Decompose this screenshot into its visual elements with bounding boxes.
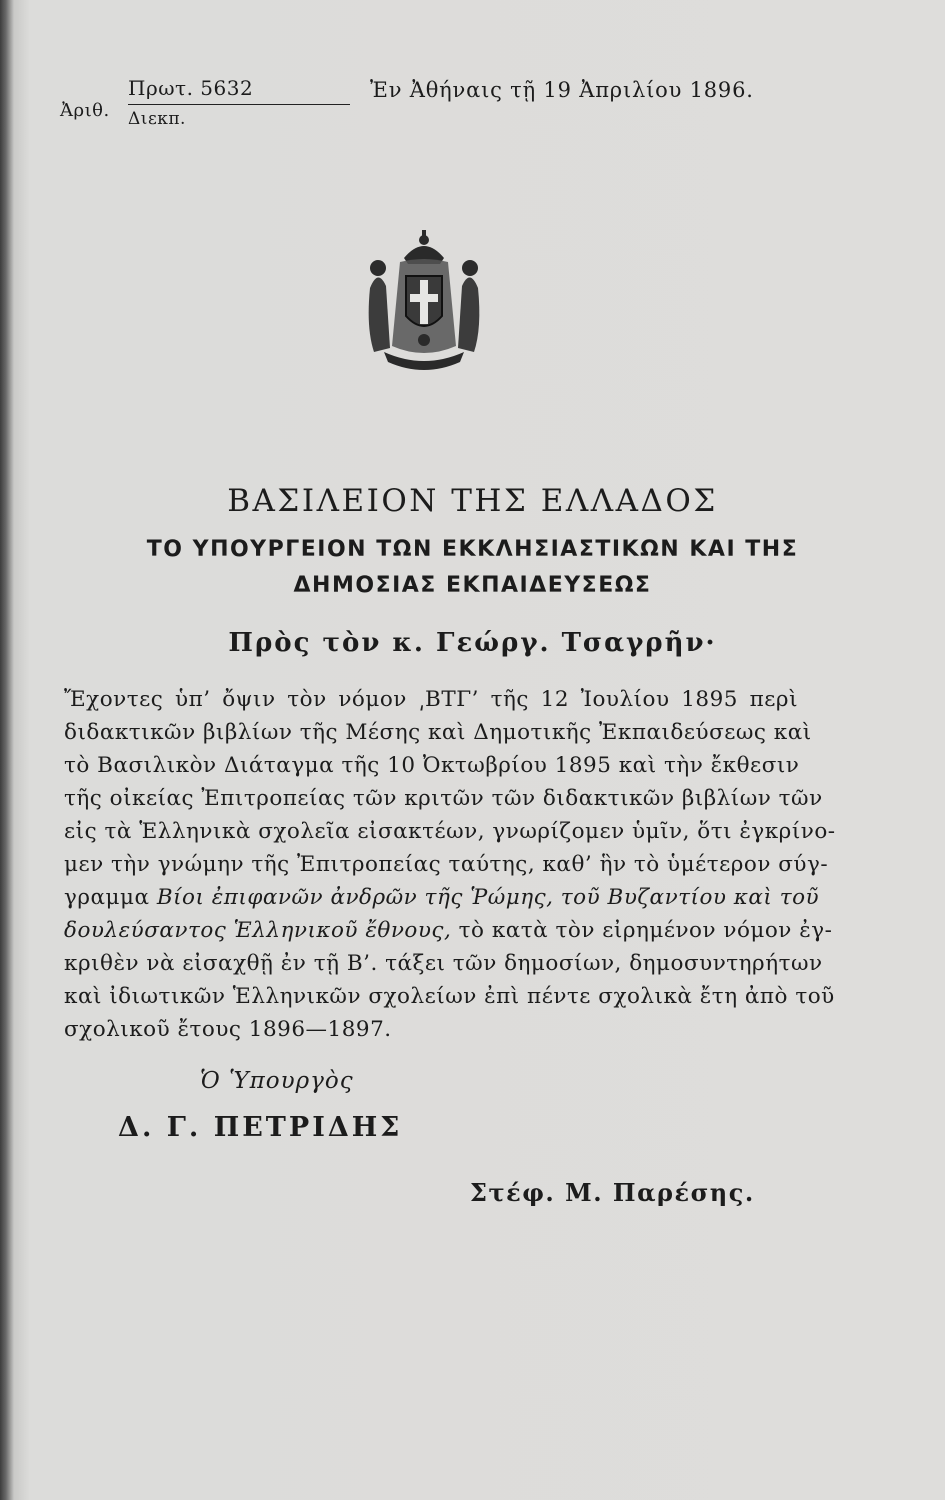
book-title-continued: δουλεύσαντος Ἑλληνικοῦ ἔθνους, (64, 918, 452, 943)
body-line: κριθὲν νὰ εἰσαχθῇ ἐν τῇ Β’. τάξει τῶν δημοσίων, δημοσυντηρήτων (64, 951, 823, 976)
body-line: διδακτικῶν βιβλίων τῆς Μέσης καὶ Δημοτικῆς Ἐκπαιδεύσεως καὶ (64, 720, 812, 745)
body-line: Ἔχοντες ὑπ’ ὄψιν τὸν νόμον ͵ΒΤΓ’ τῆς 12 Ἰουλίου 1895 περὶ (64, 687, 798, 712)
body-text-segment: γραμμα (64, 885, 150, 910)
protocol-label: Πρωτ. 5632 (128, 76, 350, 105)
body-line (64, 881, 820, 914)
countersignature: Στέφ. Μ. Παρέσης. (470, 1178, 755, 1207)
ministry-title-line-1: ΤΟ ΥΠΟΥΡΓΕΙΟΝ ΤΩΝ ΕΚΚΛΗΣΙΑΣΤΙΚΩΝ ΚΑΙ ΤΗΣ (146, 537, 799, 562)
kingdom-title: ΒΑΣΙΛΕΙΟΝ ΤΗΣ ΕΛΛΑΔΟΣ (227, 483, 718, 519)
body-line: τὸ Βασιλικὸν Διάταγμα τῆς 10 Ὀκτωβρίου 1895 καὶ τὴν ἔκθεσιν (64, 753, 800, 778)
addressee: Πρὸς τὸν κ. Γεώργ. Τσαγρῆν· (228, 628, 717, 658)
letter-body (64, 683, 836, 1046)
minister-name: Δ. Γ. ΠΕΤΡΙΔΗΣ (118, 1112, 403, 1143)
minister-title: Ὁ Ὑπουργὸς (200, 1068, 354, 1094)
arith-label: Ἀριθ. (60, 100, 110, 121)
document-header (60, 72, 880, 142)
body-line: εἰς τὰ Ἑλληνικὰ σχολεῖα εἰσακτέων, γνωρίζομεν ὑμῖν, ὅτι ἐγκρίνο- (64, 819, 836, 844)
ministry-title-line-2: ΔΗΜΟΣΙΑΣ ΕΚΠΑΙΔΕΥΣΕΩΣ (293, 573, 652, 598)
body-text-segment: τὸ κατὰ τὸν εἰρημένον νόμον ἐγ- (458, 918, 833, 943)
diekp-label: Διεκπ. (128, 109, 186, 129)
document-date: Ἐν Ἀθήναις τῇ 19 Ἀπριλίου 1896. (370, 78, 754, 102)
royal-coat-of-arms-icon (360, 228, 488, 378)
body-line: σχολικοῦ ἔτους 1896—1897. (64, 1017, 392, 1042)
body-line: τῆς οἰκείας Ἐπιτροπείας τῶν κριτῶν τῶν διδακτικῶν βιβλίων τῶν (64, 786, 823, 811)
body-line (64, 914, 833, 947)
body-line: μεν τὴν γνώμην τῆς Ἐπιτροπείας ταύτης, καθ’ ἣν τὸ ὑμέτερον σύγ- (64, 852, 829, 877)
book-title: Βίοι ἐπιφανῶν ἀνδρῶν τῆς Ῥώμης, τοῦ Βυζαντίου καὶ τοῦ (156, 885, 820, 910)
body-line: καὶ ἰδιωτικῶν Ἑλληνικῶν σχολείων ἐπὶ πέντε σχολικὰ ἔτη ἀπὸ τοῦ (64, 984, 835, 1009)
protocol-number (128, 76, 350, 129)
